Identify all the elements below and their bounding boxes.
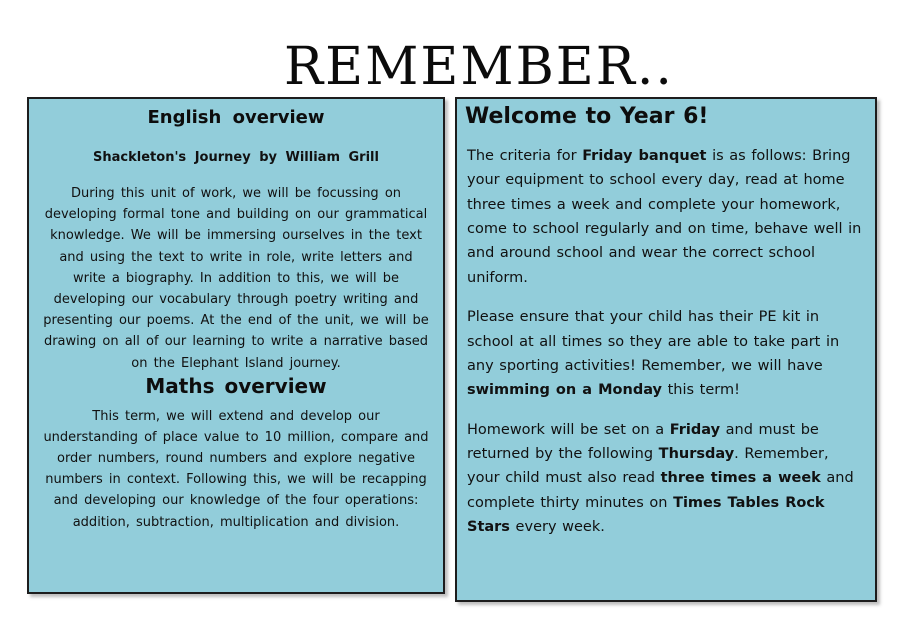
english-overview-heading: English overview (147, 107, 325, 128)
english-paragraph: During this unit of work, we will be focussing on developing formal tone and building on our grammatical knowledge. We will be immersing ourselves in the text and using the text to write in role, write letters and write a biography. In addition to this, we will be developing our vocabulary through poetry writing and presenting our poems. At the end of the unit, we will be drawing on all of our learning to write a narrative based on the Elephant Island journey. (43, 186, 429, 371)
welcome-panel (455, 97, 877, 602)
welcome-heading: Welcome to Year 6! (465, 104, 709, 129)
english-subheading: Shackleton's Journey by William Grill (93, 150, 379, 165)
homework-paragraph: Homework will be set on a Friday and must be returned by the following Thursday. Remember, your child must also read three times a week and complete thirty minutes on Times Tables Rock Stars every week. (467, 421, 854, 536)
maths-paragraph: This term, we will extend and develop our understanding of place value to 10 million, compare and order numbers, round numbers and explore negative numbers in context. Following this, we will be recapping and developing our knowledge of the four operations: addition, subtraction, multiplication and division. (43, 408, 429, 530)
banquet-criteria-paragraph: The criteria for Friday banquet is as follows: Bring your equipment to school every day, read at home three times a week and complete your homework, come to school regularly and on time, behave well in and around school and wear the correct school uniform. (467, 148, 862, 286)
page-title: REMEMBER.. (284, 37, 674, 97)
english-maths-panel (27, 97, 445, 594)
pe-kit-paragraph: Please ensure that your child has their PE kit in school at all times so they are able to take part in any sporting activities! Remember, we will have swimming on a Monday this term! (467, 309, 840, 399)
maths-overview-heading: Maths overview (145, 373, 327, 398)
